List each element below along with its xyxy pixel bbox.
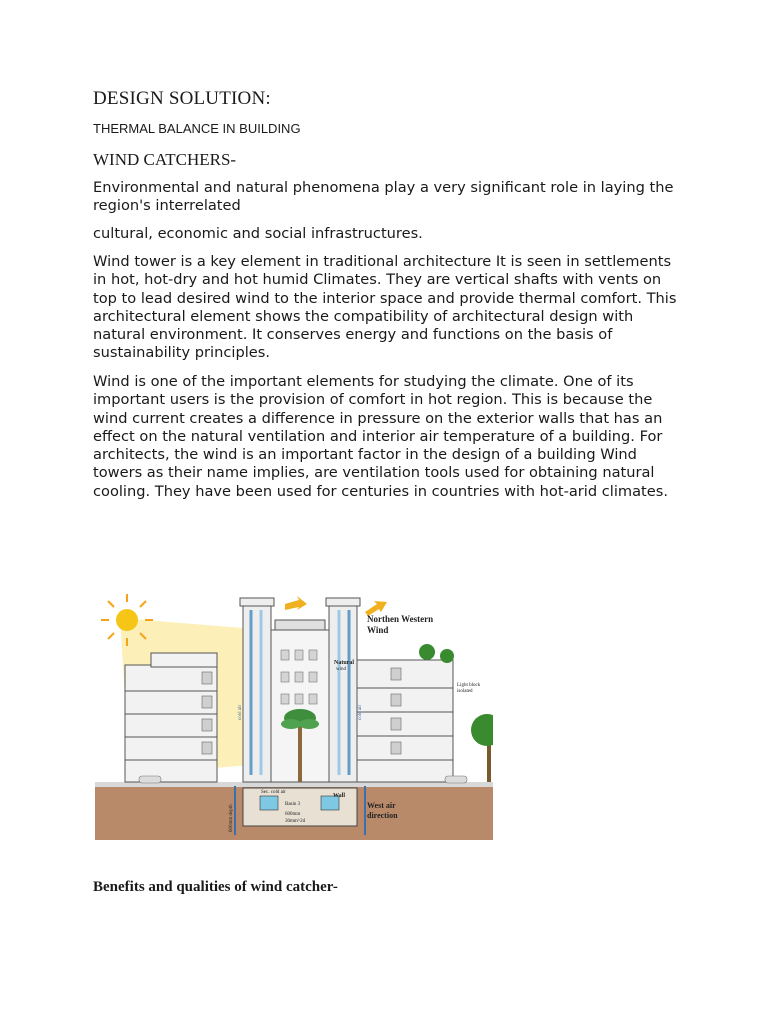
left-wind-tower xyxy=(240,598,274,782)
closing-heading: Benefits and qualities of wind catcher- xyxy=(93,879,338,895)
paragraph-4: Wind is one of the important elements for studying the climate. One of its important users is the provision of comfort in hot region. This is because the wind current creates a difference in pressure on the exterior walls that has an effect on the natural ventilation and interior air temperature of a building. For architects, the wind is an important factor in the design of a building Wind towers as their name implies, are ventilation tools used for obtaining natural cooling. They have been used for centuries in countries with hot-arid climates. xyxy=(93,373,668,500)
label-depth: 600mm depth xyxy=(229,804,234,832)
label-wind: Wind xyxy=(367,625,389,635)
label-natural: Natural xyxy=(334,660,354,666)
label-light-block-2: isolated xyxy=(457,689,473,694)
label-light-block: Light block xyxy=(457,683,481,688)
right-wind-tower xyxy=(326,598,360,782)
label-sec-cold-air: Sec. cold air xyxy=(261,790,286,795)
paragraph-2: cultural, economic and social infrastructures. xyxy=(93,225,423,242)
subtitle: THERMAL BALANCE IN BUILDING xyxy=(93,121,301,136)
label-basin: Basin 3 xyxy=(285,802,301,807)
paragraph-1: Environmental and natural phenomena play a very significant role in laying the region's interrelated xyxy=(93,179,674,215)
label-wall: Wall xyxy=(333,793,346,799)
right-building xyxy=(357,660,453,782)
wind-tower-diagram xyxy=(95,590,493,840)
label-dim-2: 30mm^2d xyxy=(285,819,306,824)
section-title: WIND CATCHERS- xyxy=(93,150,237,169)
sun-icon xyxy=(101,594,153,646)
label-natural-2: wind xyxy=(336,667,346,672)
label-dim-1: 600mm xyxy=(285,812,301,817)
label-northern-western: Northen Western xyxy=(367,614,434,624)
label-west-air: West air xyxy=(367,801,396,810)
label-cold-air: cold air xyxy=(358,704,363,720)
label-cool-air: cool air xyxy=(238,704,243,720)
paragraph-3: Wind tower is a key element in traditional architecture It is seen in settlements in hot, hot-dry and hot humid Climates. They are vertical shafts with vents on top to lead desired wind to the interior space and provide thermal comfort. This architectural element shows the compatibility of architectural design with natural environment. It conserves energy and functions on the basis of sustainability principles. xyxy=(93,253,677,362)
label-direction: direction xyxy=(367,811,398,820)
page-title: DESIGN SOLUTION: xyxy=(93,88,271,109)
